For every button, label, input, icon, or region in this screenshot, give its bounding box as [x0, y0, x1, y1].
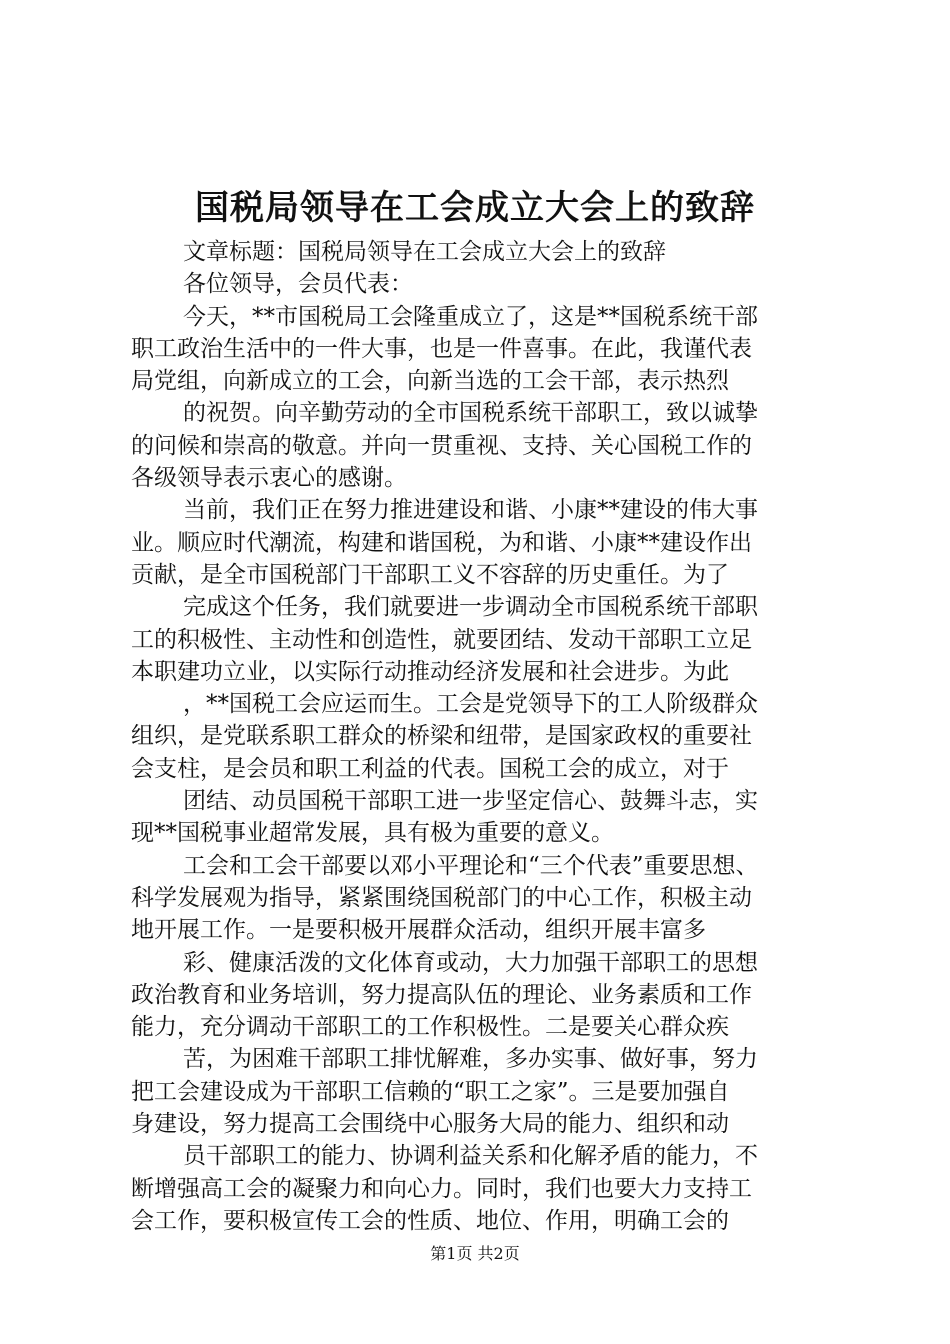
- body-line: 彩、健康活泼的文化体育或动，大力加强干部职工的思想: [183, 949, 758, 976]
- body-line: 组织，是党联系职工群众的桥梁和纽带，是国家政权的重要社: [131, 723, 752, 750]
- body-line: 业。顺应时代潮流，构建和谐国税，为和谐、小康**建设作出: [131, 529, 752, 556]
- body-line: 能力，充分调动干部职工的工作积极性。二是要关心群众疾: [131, 1014, 729, 1041]
- body-line: 的祝贺。向辛勤劳动的全市国税系统干部职工，致以诚挚: [183, 400, 758, 427]
- body-line: 团结、动员国税干部职工进一步坚定信心、鼓舞斗志，实: [183, 788, 758, 815]
- body-line: 今天，**市国税局工会隆重成立了，这是**国税系统干部: [183, 303, 758, 330]
- body-line: 文章标题：国税局领导在工会成立大会上的致辞: [183, 239, 666, 265]
- body-line: 地开展工作。一是要积极开展群众活动，组织开展丰富多: [131, 917, 706, 944]
- body-line: 科学发展观为指导，紧紧围绕国税部门的中心工作，积极主动: [131, 884, 752, 911]
- body-line: 当前，我们正在努力推进建设和谐、小康**建设的伟大事: [183, 497, 758, 524]
- body-line: ，**国税工会应运而生。工会是党领导下的工人阶级群众: [183, 691, 758, 718]
- body-line: 苦，为困难干部职工排忧解难，多办实事、做好事，努力: [183, 1046, 758, 1073]
- body-line: 断增强高工会的凝聚力和向心力。同时，我们也要大力支持工: [131, 1175, 752, 1202]
- body-line: 局党组，向新成立的工会，向新当选的工会干部，表示热烈: [131, 368, 729, 395]
- body-line: 现**国税事业超常发展，具有极为重要的意义。: [131, 820, 614, 847]
- body-line: 各位领导，会员代表：: [183, 271, 413, 298]
- body-line: 工的积极性、主动性和创造性，就要团结、发动干部职工立足: [131, 626, 752, 653]
- body-line: 把工会建设成为干部职工信赖的“职工之家”。三是要加强自: [131, 1078, 730, 1105]
- body-line: 政治教育和业务培训，努力提高队伍的理论、业务素质和工作: [131, 981, 752, 1008]
- page-indicator: 第1页 共2页: [430, 1244, 520, 1263]
- document-body: [131, 236, 831, 1237]
- body-line: 会工作，要积极宣传工会的性质、地位、作用，明确工会的: [131, 1207, 729, 1234]
- document-title: 国税局领导在工会成立大会上的致辞: [195, 188, 755, 228]
- body-line: 员干部职工的能力、协调利益关系和化解矛盾的能力，不: [183, 1143, 758, 1170]
- body-line: 工会和工会干部要以邓小平理论和“三个代表”重要思想、: [183, 852, 759, 879]
- body-line: 各级领导表示衷心的感谢。: [131, 465, 407, 492]
- body-line: 会支柱，是会员和职工利益的代表。国税工会的成立，对于: [131, 755, 729, 782]
- body-line: 的问候和崇高的敬意。并向一贯重视、支持、关心国税工作的: [131, 432, 752, 459]
- body-line: 完成这个任务，我们就要进一步调动全市国税系统干部职: [183, 594, 758, 621]
- body-line: 职工政治生活中的一件大事，也是一件喜事。在此，我谨代表: [131, 335, 752, 362]
- body-line: 贡献，是全市国税部门干部职工义不容辞的历史重任。为了: [131, 561, 729, 588]
- body-line: 身建设，努力提高工会围绕中心服务大局的能力、组织和动: [131, 1111, 729, 1138]
- body-line: 本职建功立业，以实际行动推动经济发展和社会进步。为此: [131, 658, 729, 685]
